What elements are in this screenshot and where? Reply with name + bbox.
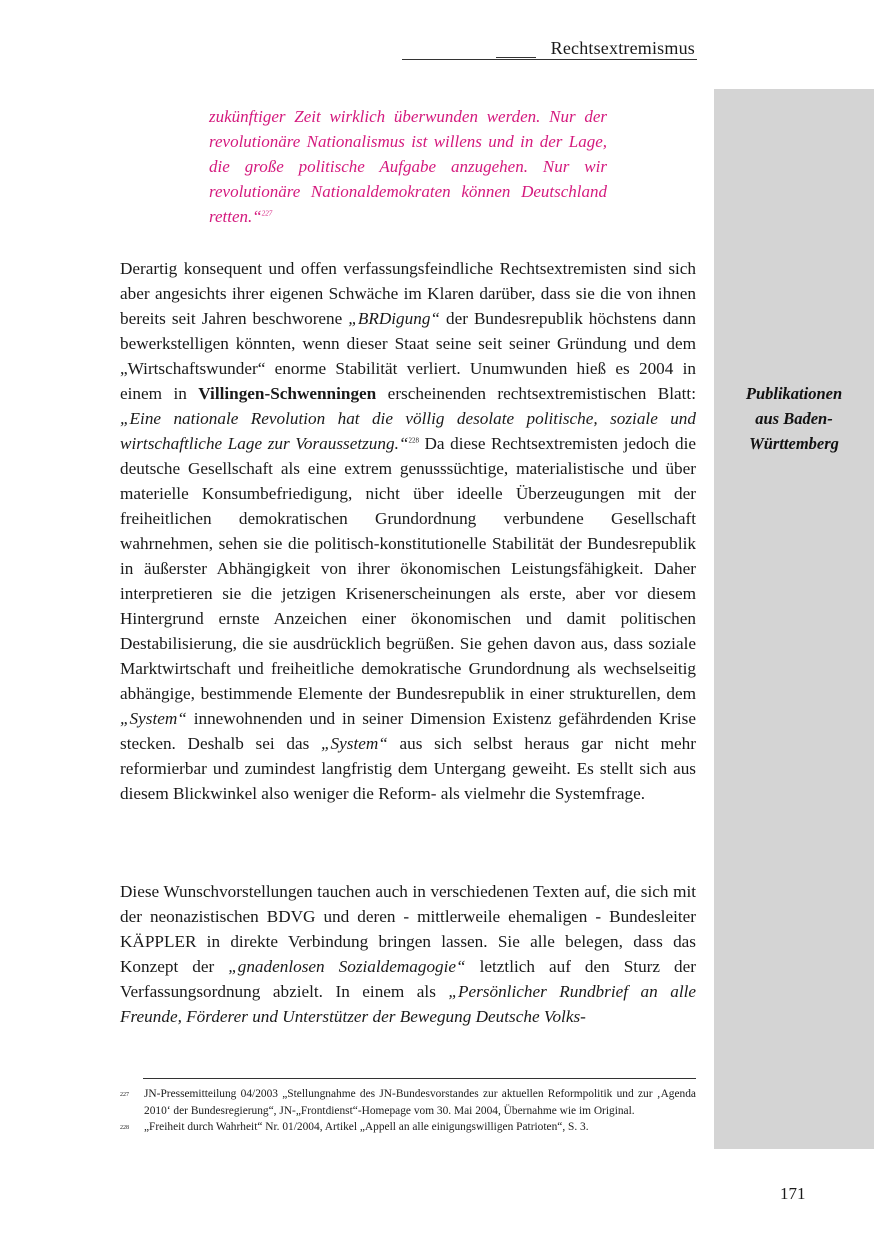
italic-run: „System“ [320, 734, 388, 753]
text-run: innewohnenden und in seiner Dimension Existenz gefährdenden Krise stecken. Deshalb sei das [120, 709, 696, 753]
quote-close: “ [252, 207, 262, 226]
bold-place-name: Villingen-Schwenningen [198, 384, 377, 403]
text-run: letztlich auf den Sturz der Verfassungsordnung abzielt. In einem als [120, 957, 696, 1001]
sidebar-label [714, 381, 874, 456]
page-number: 171 [780, 1184, 806, 1203]
text-run: erscheinenden rechtsextremistischen Blatt: [376, 384, 696, 403]
footnote-number: 227 [120, 1092, 129, 1098]
footnote-rule [143, 1078, 696, 1079]
quote-text: zukünftiger Zeit wirklich überwunden werden. Nur der revolutionäre Nationalismus ist willens und in der Lage, die große politische Aufgabe anzugehen. Nur wir revolutionäre Nationaldemokraten können Deutschland retten. [209, 107, 607, 226]
text-run: aus sich selbst heraus gar nicht mehr reformierbar und zumindest langfristig dem Untergang geweiht. Es stellt sich aus diesem Blickwinkel also weniger die Reform- als vielmehr die Systemfrage. [120, 734, 696, 803]
sidebar [714, 89, 874, 1149]
footnote-227 [120, 1086, 696, 1119]
footnote-text: „Freiheit durch Wahrheit“ Nr. 01/2004, Artikel „Appell an alle einigungswilligen Patrioten“, S. 3. [144, 1121, 589, 1133]
running-header: Rechtsextremismus [550, 38, 695, 58]
sidebar-label-line-2: aus Baden- [755, 409, 833, 428]
footnote-number: 228 [120, 1125, 129, 1131]
footnotes [120, 1086, 696, 1137]
italic-run: „BRDigung“ [348, 309, 440, 328]
italic-run: „gnadenlosen Sozialdemagogie“ [228, 957, 466, 976]
block-quote [209, 104, 607, 229]
text-run: Da diese Rechtsextremisten jedoch die deutsche Gesellschaft als eine extrem genusssüchtige, materialistische und über materielle Konsumbefriedigung, nicht über ideelle Überzeugungen mit der freiheitlichen demokratischen Grundordnung verbundene Gesellschaft wahrnehmen, sehen sie die politisch-konstitutionelle Stabilität der Bundesrepublik in äußerster Abhängigkeit von ihrer ökonomischen Leistungsfähigkeit. Daher interpretieren sie die jetzigen Krisenerscheinungen als erste, aber vor diesem Hintergrund ernste Anzeichen einer ökonomischen und damit politischen Destabilisierung, die sie ausdrücklich begrüßen. Sie gehen davon aus, dass soziale Marktwirtschaft und freiheitliche demokratische Grundordnung als wechselseitig abhängige, bestimmende Elemente der Bundesrepublik in einer strukturellen, dem [120, 434, 696, 703]
text-run: Derartig konsequent und offen verfassungsfeindliche Rechtsextremisten sind sich aber angesichts ihrer eigenen Schwäche im Klaren darüber, dass sie die von ihnen bereits seit Jahren beschworene [120, 259, 696, 328]
footnote-text: JN-Pressemitteilung 04/2003 „Stellungnahme des JN-Bundesvorstandes zur aktuellen Reformpolitik und zur ‚Agenda 2010‘ der Bundesregierung“, JN-„Frontdienst“-Homepage vom 30. Mai 2004, Übernahme wie im Original. [144, 1088, 696, 1117]
sidebar-label-line-1: Publikationen [745, 384, 843, 403]
footnote-ref-228: 228 [408, 436, 419, 445]
footnote-ref-227: 227 [261, 209, 273, 218]
italic-run: „Persönlicher Rundbrief an alle Freunde, Förderer und Unterstützer der Bewegung Deutsche Volks- [120, 982, 697, 1026]
paragraph-2 [120, 879, 696, 1029]
italic-quote: „Eine nationale Revolution hat die völlig desolate politische, soziale und wirtschaftliche Lage zur Voraussetzung.“ [120, 409, 696, 453]
sidebar-label-line-3: Württemberg [749, 434, 839, 453]
header-rule-accent [496, 57, 536, 58]
footnote-228 [120, 1119, 696, 1137]
text-run: der Bundesrepublik höchstens dann bewerkstelligen könnten, wenn dieser Staat seine seit seiner Gründung und dem „Wirtschaftswunder“ enorme Stabilität verliert. Unumwunden hieß es 2004 in einem in [120, 309, 696, 403]
paragraph-1 [120, 256, 696, 806]
italic-run: „System“ [120, 709, 187, 728]
text-run: Diese Wunschvorstellungen tauchen auch in verschiedenen Texten auf, die sich mit der neonazistischen BDVG und deren - mittlerweile ehemaligen - Bundesleiter KÄPPLER in direkte Verbindung bringen lassen. Sie alle belegen, dass das Konzept der [120, 882, 696, 976]
header-rule [402, 59, 697, 60]
